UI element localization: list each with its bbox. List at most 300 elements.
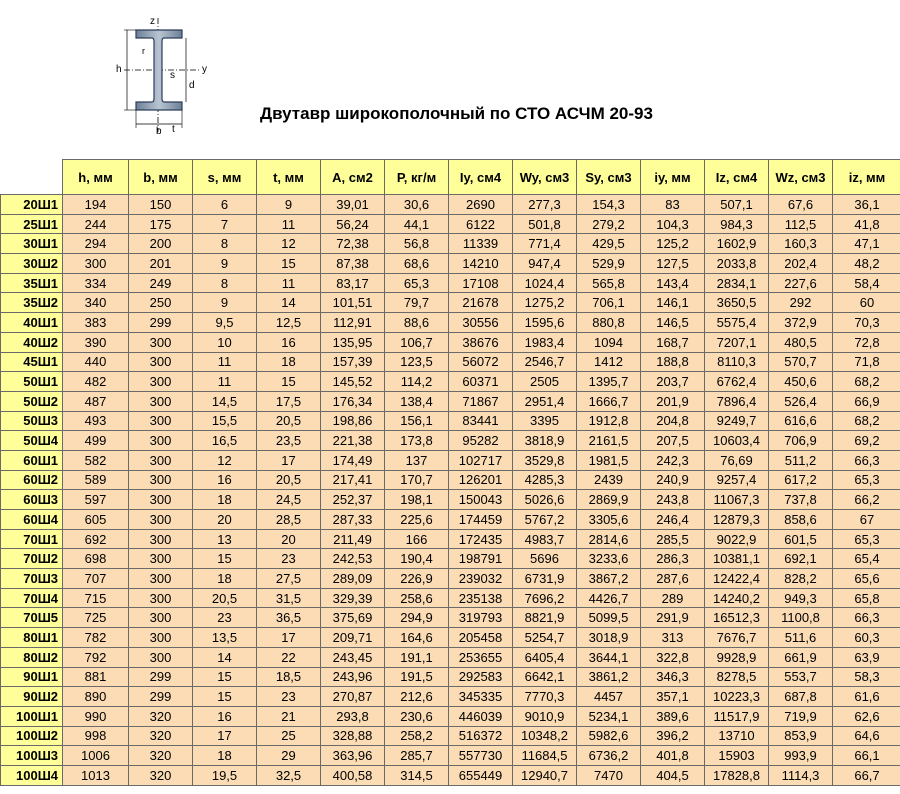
table-cell: 300 [129,510,193,530]
table-cell: 1602,9 [705,234,769,254]
table-cell: 14210 [449,254,513,274]
table-row [1,273,900,293]
table-cell: 17828,8 [705,765,769,785]
table-cell: 60 [833,293,900,313]
table-cell: 200 [129,234,193,254]
table-cell: 9 [193,293,257,313]
table-cell: 65,6 [833,569,900,589]
table-row [1,647,900,667]
table-cell: 299 [129,667,193,687]
table-cell: 176,34 [321,391,385,411]
diagram-label-z: z [150,16,155,27]
table-cell: 1983,4 [513,332,577,352]
table-cell: 6642,1 [513,667,577,687]
table-cell: 62,6 [833,706,900,726]
table-cell: 18 [193,569,257,589]
table-cell: 20 [257,529,321,549]
table-cell: 383 [63,313,129,333]
table-row [1,746,900,766]
table-cell: 300 [63,254,129,274]
table-cell: 10381,1 [705,549,769,569]
table-row [1,608,900,628]
table-cell: 2834,1 [705,273,769,293]
row-profile-name: 60Ш2 [1,470,63,490]
table-cell: 15,5 [193,411,257,431]
table-cell: 60371 [449,372,513,392]
row-profile-name: 70Ш5 [1,608,63,628]
table-corner-cell [1,160,63,195]
table-cell: 253655 [449,647,513,667]
table-cell: 58,4 [833,273,900,293]
table-cell: 7 [193,214,257,234]
table-cell: 3305,6 [577,510,641,530]
table-cell: 511,6 [769,628,833,648]
diagram-label-y: y [202,64,207,75]
table-cell: 499 [63,431,129,451]
table-cell: 243,8 [641,490,705,510]
table-cell: 5234,1 [577,706,641,726]
row-profile-name: 60Ш1 [1,450,63,470]
table-cell: 357,1 [641,687,705,707]
table-cell: 998 [63,726,129,746]
table-cell: 126201 [449,470,513,490]
row-profile-name: 50Ш4 [1,431,63,451]
table-cell: 227,6 [769,273,833,293]
table-cell: 450,6 [769,372,833,392]
table-cell: 66,9 [833,391,900,411]
table-cell: 6 [193,195,257,215]
table-cell: 9 [193,254,257,274]
table-cell: 23 [257,687,321,707]
diagram-label-r: r [142,46,145,56]
table-cell: 170,7 [385,470,449,490]
table-cell: 47,1 [833,234,900,254]
table-cell: 65,3 [385,273,449,293]
table-cell: 28,5 [257,510,321,530]
table-cell: 719,9 [769,706,833,726]
table-cell: 11684,5 [513,746,577,766]
table-cell: 23 [193,608,257,628]
table-cell: 4983,7 [513,529,577,549]
column-header: Wz, см3 [769,160,833,195]
table-cell: 71,8 [833,352,900,372]
table-cell: 190,4 [385,549,449,569]
table-cell: 65,4 [833,549,900,569]
row-profile-name: 30Ш2 [1,254,63,274]
table-cell: 616,6 [769,411,833,431]
row-profile-name: 60Ш3 [1,490,63,510]
table-cell: 137 [385,450,449,470]
row-profile-name: 90Ш1 [1,667,63,687]
table-cell: 9257,4 [705,470,769,490]
table-cell: 1094 [577,332,641,352]
table-cell: 16 [193,470,257,490]
diagram-label-d: d [189,80,195,91]
table-cell: 112,5 [769,214,833,234]
table-row [1,431,900,451]
table-cell: 207,5 [641,431,705,451]
table-cell: 157,39 [321,352,385,372]
row-profile-name: 100Ш4 [1,765,63,785]
i-beam-cross-section-diagram [112,14,224,136]
table-cell: 1666,7 [577,391,641,411]
table-cell: 198,1 [385,490,449,510]
table-cell: 715 [63,588,129,608]
table-cell: 65,3 [833,529,900,549]
table-cell: 617,2 [769,470,833,490]
table-cell: 15 [193,667,257,687]
row-profile-name: 35Ш1 [1,273,63,293]
table-cell: 320 [129,706,193,726]
table-cell: 64,6 [833,726,900,746]
table-cell: 209,71 [321,628,385,648]
row-profile-name: 100Ш1 [1,706,63,726]
table-cell: 18 [193,746,257,766]
table-cell: 123,5 [385,352,449,372]
table-cell: 404,5 [641,765,705,785]
table-cell: 277,3 [513,195,577,215]
row-profile-name: 90Ш2 [1,687,63,707]
table-cell: 3233,6 [577,549,641,569]
table-cell: 3644,1 [577,647,641,667]
table-cell: 890 [63,687,129,707]
table-row [1,687,900,707]
table-cell: 300 [129,569,193,589]
table-cell: 150043 [449,490,513,510]
table-cell: 76,69 [705,450,769,470]
table-row [1,195,900,215]
table-cell: 72,38 [321,234,385,254]
table-cell: 30,6 [385,195,449,215]
table-cell: 201 [129,254,193,274]
table-cell: 7470 [577,765,641,785]
column-header: s, мм [193,160,257,195]
table-cell: 707 [63,569,129,589]
table-cell: 853,9 [769,726,833,746]
row-profile-name: 50Ш3 [1,411,63,431]
table-cell: 300 [129,549,193,569]
table-cell: 188,8 [641,352,705,372]
table-cell: 300 [129,647,193,667]
table-cell: 18 [257,352,321,372]
table-cell: 23,5 [257,431,321,451]
table-cell: 782 [63,628,129,648]
table-cell: 279,2 [577,214,641,234]
table-cell: 1114,3 [769,765,833,785]
table-cell: 511,2 [769,450,833,470]
table-cell: 2869,9 [577,490,641,510]
table-cell: 5696 [513,549,577,569]
table-cell: 12940,7 [513,765,577,785]
table-cell: 172435 [449,529,513,549]
table-cell: 226,9 [385,569,449,589]
table-cell: 19,5 [193,765,257,785]
table-cell: 217,41 [321,470,385,490]
table-cell: 240,9 [641,470,705,490]
column-header: b, мм [129,160,193,195]
table-cell: 725 [63,608,129,628]
table-cell: 11067,3 [705,490,769,510]
table-cell: 160,3 [769,234,833,254]
table-cell: 8 [193,234,257,254]
table-cell: 204,8 [641,411,705,431]
table-cell: 15903 [705,746,769,766]
table-cell: 230,6 [385,706,449,726]
table-row [1,588,900,608]
table-cell: 87,38 [321,254,385,274]
table-cell: 69,2 [833,431,900,451]
table-cell: 2505 [513,372,577,392]
table-cell: 48,2 [833,254,900,274]
table-cell: 173,8 [385,431,449,451]
table-cell: 5254,7 [513,628,577,648]
table-cell: 44,1 [385,214,449,234]
table-cell: 202,4 [769,254,833,274]
table-cell: 23 [257,549,321,569]
row-profile-name: 40Ш2 [1,332,63,352]
table-cell: 293,8 [321,706,385,726]
table-cell: 8821,9 [513,608,577,628]
table-cell: 20,5 [257,470,321,490]
table-cell: 706,9 [769,431,833,451]
table-cell: 597 [63,490,129,510]
table-cell: 36,5 [257,608,321,628]
diagram-label-t: t [172,124,175,135]
table-cell: 480,5 [769,332,833,352]
table-cell: 7896,4 [705,391,769,411]
table-cell: 792 [63,647,129,667]
table-cell: 482 [63,372,129,392]
table-cell: 1412 [577,352,641,372]
table-cell: 3395 [513,411,577,431]
table-cell: 320 [129,746,193,766]
table-cell: 14 [257,293,321,313]
table-cell: 20 [193,510,257,530]
table-cell: 14 [193,647,257,667]
table-cell: 175 [129,214,193,234]
row-profile-name: 70Ш3 [1,569,63,589]
table-cell: 63,9 [833,647,900,667]
table-cell: 328,88 [321,726,385,746]
table-cell: 56072 [449,352,513,372]
table-cell: 68,2 [833,411,900,431]
table-cell: 3650,5 [705,293,769,313]
table-cell: 13710 [705,726,769,746]
table-cell: 7696,2 [513,588,577,608]
table-cell: 83441 [449,411,513,431]
table-cell: 6405,4 [513,647,577,667]
table-cell: 212,6 [385,687,449,707]
table-cell: 984,3 [705,214,769,234]
row-profile-name: 50Ш1 [1,372,63,392]
row-profile-name: 30Ш1 [1,234,63,254]
table-cell: 71867 [449,391,513,411]
table-row [1,726,900,746]
table-row [1,372,900,392]
table-cell: 557730 [449,746,513,766]
table-cell: 2033,8 [705,254,769,274]
table-cell: 11 [193,372,257,392]
table-cell: 95282 [449,431,513,451]
table-cell: 154,3 [577,195,641,215]
row-profile-name: 50Ш2 [1,391,63,411]
table-row [1,450,900,470]
table-cell: 319793 [449,608,513,628]
table-cell: 203,7 [641,372,705,392]
table-cell: 114,2 [385,372,449,392]
column-header: P, кг/м [385,160,449,195]
table-cell: 4426,7 [577,588,641,608]
table-cell: 143,4 [641,273,705,293]
row-profile-name: 45Ш1 [1,352,63,372]
table-cell: 102717 [449,450,513,470]
table-cell: 993,9 [769,746,833,766]
table-cell: 601,5 [769,529,833,549]
table-cell: 881 [63,667,129,687]
table-cell: 22 [257,647,321,667]
table-cell: 205458 [449,628,513,648]
table-cell: 706,1 [577,293,641,313]
table-cell: 79,7 [385,293,449,313]
table-row [1,706,900,726]
table-cell: 7676,7 [705,628,769,648]
table-cell: 16 [257,332,321,352]
table-cell: 1024,4 [513,273,577,293]
table-cell: 66,3 [833,450,900,470]
table-cell: 15 [257,372,321,392]
page-title: Двутавр широкополочный по СТО АСЧМ 20-93 [260,104,653,123]
table-cell: 252,37 [321,490,385,510]
table-body [1,195,900,786]
table-row [1,510,900,530]
table-cell: 246,4 [641,510,705,530]
table-cell: 692,1 [769,549,833,569]
table-row [1,765,900,785]
table-cell: 14,5 [193,391,257,411]
table-cell: 244 [63,214,129,234]
table-cell: 21 [257,706,321,726]
table-cell: 5026,6 [513,490,577,510]
table-cell: 300 [129,431,193,451]
table-cell: 12 [257,234,321,254]
table-cell: 65,8 [833,588,900,608]
table-cell: 1981,5 [577,450,641,470]
table-cell: 334 [63,273,129,293]
table-cell: 2814,6 [577,529,641,549]
table-cell: 68,2 [833,372,900,392]
table-cell: 17 [257,450,321,470]
column-header: h, мм [63,160,129,195]
table-cell: 990 [63,706,129,726]
table-cell: 3018,9 [577,628,641,648]
table-cell: 106,7 [385,332,449,352]
table-cell: 10223,3 [705,687,769,707]
table-cell: 300 [129,372,193,392]
table-cell: 1275,2 [513,293,577,313]
table-cell: 507,1 [705,195,769,215]
table-cell: 8278,5 [705,667,769,687]
table-cell: 12 [193,450,257,470]
table-cell: 9 [257,195,321,215]
table-cell: 9022,9 [705,529,769,549]
table-cell: 13 [193,529,257,549]
row-profile-name: 35Ш2 [1,293,63,313]
row-profile-name: 60Ш4 [1,510,63,530]
table-cell: 655449 [449,765,513,785]
table-cell: 289,09 [321,569,385,589]
table-cell: 1100,8 [769,608,833,628]
table-cell: 68,6 [385,254,449,274]
table-cell: 9928,9 [705,647,769,667]
table-cell: 9010,9 [513,706,577,726]
table-cell: 18 [193,490,257,510]
table-cell: 30556 [449,313,513,333]
table-cell: 198,86 [321,411,385,431]
table-cell: 529,9 [577,254,641,274]
table-cell: 16,5 [193,431,257,451]
table-cell: 12422,4 [705,569,769,589]
table-cell: 2439 [577,470,641,490]
table-cell: 15 [193,687,257,707]
table-cell: 10348,2 [513,726,577,746]
table-cell: 516372 [449,726,513,746]
table-row [1,234,900,254]
table-cell: 446039 [449,706,513,726]
table-cell: 17 [193,726,257,746]
diagram-label-b: b [156,126,162,136]
column-header: t, мм [257,160,321,195]
table-cell: 166 [385,529,449,549]
table-cell: 570,7 [769,352,833,372]
table-cell: 771,4 [513,234,577,254]
table-cell: 145,52 [321,372,385,392]
table-cell: 6731,9 [513,569,577,589]
table-cell: 589 [63,470,129,490]
table-cell: 400,58 [321,765,385,785]
table-cell: 14240,2 [705,588,769,608]
column-header: Iy, см4 [449,160,513,195]
table-cell: 292 [769,293,833,313]
table-row [1,313,900,333]
table-cell: 164,6 [385,628,449,648]
table-cell: 322,8 [641,647,705,667]
table-row [1,293,900,313]
table-cell: 3818,9 [513,431,577,451]
table-cell: 5099,5 [577,608,641,628]
table-header-row [1,160,900,195]
table-cell: 243,45 [321,647,385,667]
table-cell: 56,24 [321,214,385,234]
table-cell: 146,1 [641,293,705,313]
table-cell: 1912,8 [577,411,641,431]
table-cell: 16512,3 [705,608,769,628]
table-cell: 501,8 [513,214,577,234]
table-cell: 20,5 [257,411,321,431]
table-cell: 12,5 [257,313,321,333]
table-cell: 687,8 [769,687,833,707]
table-cell: 291,9 [641,608,705,628]
table-cell: 83,17 [321,273,385,293]
table-cell: 249 [129,273,193,293]
table-row [1,470,900,490]
table-cell: 286,3 [641,549,705,569]
table-cell: 300 [129,529,193,549]
table-cell: 168,7 [641,332,705,352]
table-cell: 41,8 [833,214,900,234]
row-profile-name: 70Ш4 [1,588,63,608]
table-cell: 83 [641,195,705,215]
column-header: Iz, см4 [705,160,769,195]
